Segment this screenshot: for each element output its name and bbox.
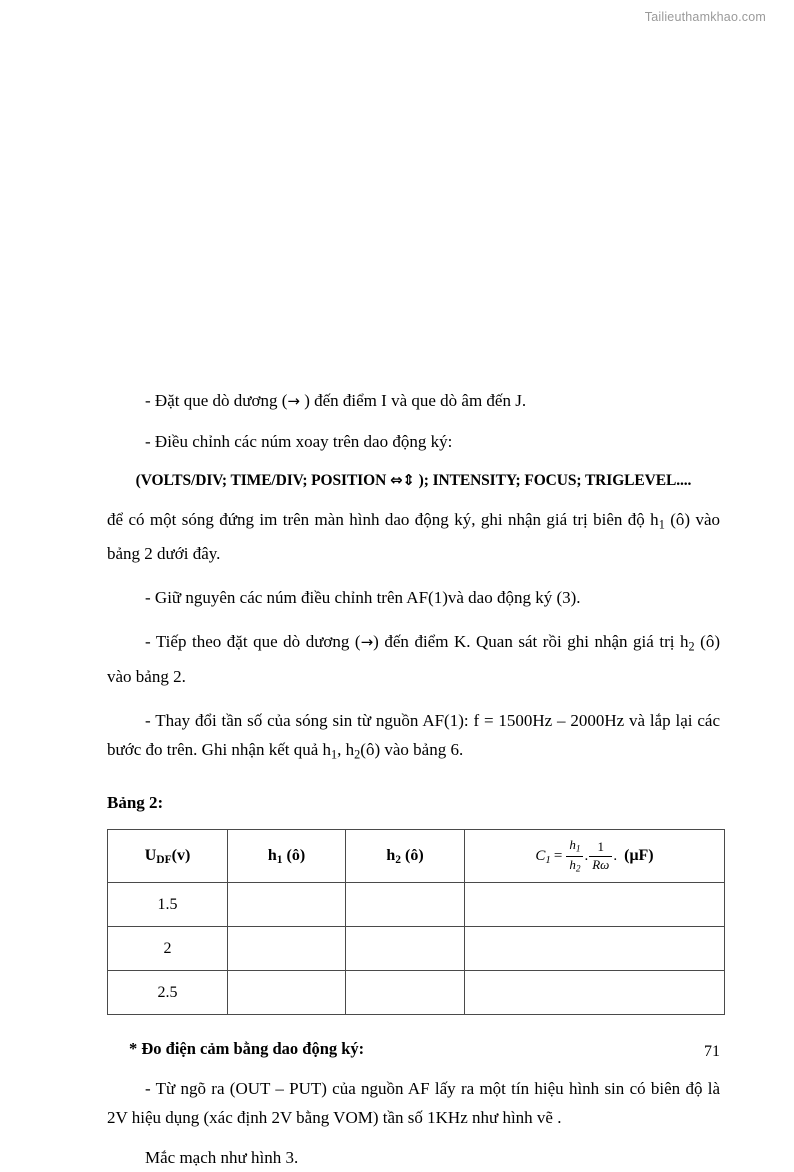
header-h2-letter: h — [386, 846, 396, 864]
cell-h1-value[interactable] — [228, 927, 346, 971]
frac1-den-letter: h — [569, 856, 576, 872]
fraction-numerator-h1 — [566, 838, 583, 857]
table-caption: Bảng 2: — [107, 793, 164, 813]
fraction-denominator-h2 — [566, 857, 583, 875]
header-cell-h1 — [228, 830, 346, 883]
watermark-text: Tailieuthamkhao.com — [644, 10, 766, 24]
page-number: 71 — [704, 1043, 720, 1060]
instruction-line-circuit: Mắc mạch như hình 3. — [145, 1148, 299, 1168]
formula-c-subscript: 1 — [545, 853, 551, 866]
h-subscript-2b: 2 — [354, 747, 361, 762]
instruction-line-change-frequency — [107, 706, 720, 769]
cell-h2-value[interactable] — [346, 971, 465, 1015]
fraction-numerator-one: 1 — [589, 840, 612, 857]
header-h1-unit: (ô) — [282, 846, 306, 864]
cell-udf-value[interactable]: 2 — [108, 927, 228, 971]
cell-udf-value[interactable]: 1.5 — [108, 883, 228, 927]
paragraph-3-text-b: (ô) vào bảng 2 dưới đây. — [107, 510, 720, 564]
right-arrow-icon: → — [287, 392, 300, 410]
cell-udf-value[interactable]: 2.5 — [108, 971, 228, 1015]
instruction-text-6a: - Thay đổi tần số của sóng sin từ nguồn AF(1): f = 1500Hz – 2000Hz và lắp lại các bước đo trên. Ghi nhận kết quả h — [107, 710, 720, 759]
paragraph-3-text-a: để có một sóng đứng im trên màn hình dao động ký, ghi nhận giá trị biên độ h — [107, 510, 659, 529]
instruction-line-keep-knobs: - Giữ nguyên các núm điều chỉnh trên AF(1)và dao động ký (3). — [145, 588, 581, 608]
instruction-line-af-output: - Từ ngõ ra (OUT – PUT) của nguồn AF lấy ra một tín hiệu hình sin có biên độ là 2V hiệu dụng (xác định 2V bằng VOM) tần số 1KHz như hình vẽ . — [107, 1079, 720, 1128]
frac1-num-sub: 1 — [575, 844, 581, 855]
document-body — [107, 386, 720, 1172]
frac1-den-sub: 2 — [575, 864, 581, 875]
cell-h1-value[interactable] — [228, 971, 346, 1015]
instruction-text-5c: (ô) vào bảng 2. — [107, 632, 720, 686]
table-row — [108, 971, 725, 1015]
formula-period: . — [613, 847, 618, 864]
fraction-denominator-romega: Rω — [592, 856, 610, 872]
cell-h2-value[interactable] — [346, 883, 465, 927]
instruction-text-5b: ) đến điểm K. Quan sát rồi ghi nhận giá trị h — [373, 632, 689, 652]
instruction-line-probe-point-k — [107, 627, 720, 690]
cell-c1-value[interactable] — [465, 971, 725, 1015]
left-right-arrow-icon: ⇔ — [389, 471, 403, 489]
instruction-text-6mid: , h — [337, 739, 355, 759]
header-u-letter: U — [144, 846, 157, 864]
header-u-subscript: DF — [156, 853, 172, 866]
header-cell-udf — [108, 830, 228, 883]
cell-h2-value[interactable] — [346, 927, 465, 971]
h-subscript-2: 2 — [688, 639, 695, 654]
up-down-arrow-icon: ⇕ — [402, 471, 415, 489]
table-row — [108, 883, 725, 927]
header-u-unit: (v) — [171, 846, 191, 864]
header-cell-formula — [465, 830, 725, 883]
formula-c-letter: C — [535, 847, 546, 864]
formula-unit-microfarad: (μF) — [624, 846, 654, 864]
right-arrow-icon-2: → — [360, 633, 374, 652]
oscilloscope-knob-list — [107, 467, 720, 494]
header-h2-unit: (ô) — [401, 846, 424, 864]
instruction-text-5a: - Tiếp theo đặt que dò dương ( — [145, 632, 361, 652]
measurement-table-wrapper — [107, 829, 720, 1015]
knob-list-prefix: (VOLTS/DIV; TIME/DIV; POSITION — [135, 472, 390, 489]
paragraph-standing-wave — [107, 505, 720, 568]
formula-fraction-h1-h2 — [566, 838, 583, 875]
table-row — [108, 927, 725, 971]
h-subscript-1: 1 — [658, 517, 665, 532]
instruction-text-1a: - Đặt que dò dương ( — [145, 391, 288, 410]
cell-c1-value[interactable] — [465, 883, 725, 927]
knob-list-suffix: ); INTENSITY; FOCUS; TRIGLEVEL.... — [414, 472, 692, 489]
instruction-line-adjust-knobs: - Điều chỉnh các núm xoay trên dao động ký: — [145, 432, 453, 451]
cell-c1-value[interactable] — [465, 927, 725, 971]
frac1-num-letter: h — [569, 836, 576, 852]
formula-equals: = — [553, 847, 563, 864]
header-h1-subscript: 1 — [276, 853, 283, 866]
instruction-text-6end: (ô) vào bảng 6. — [360, 739, 464, 759]
formula-multiply-dot: . — [584, 847, 589, 864]
measurement-table — [107, 829, 725, 1015]
table-header-row — [108, 830, 725, 883]
section-heading-inductance: * Đo điện cảm bằng dao động ký: — [129, 1039, 365, 1059]
capacitance-formula — [535, 838, 653, 875]
cell-h1-value[interactable] — [228, 883, 346, 927]
instruction-line-probe-positive — [107, 386, 720, 416]
header-h1-letter: h — [267, 846, 277, 864]
formula-fraction-one-romega — [589, 840, 612, 872]
h-subscript-1b: 1 — [331, 747, 338, 762]
header-h2-subscript: 2 — [395, 853, 401, 866]
header-cell-h2 — [346, 830, 465, 883]
instruction-text-1b: ) đến điểm I và que dò âm đến J. — [299, 391, 527, 410]
